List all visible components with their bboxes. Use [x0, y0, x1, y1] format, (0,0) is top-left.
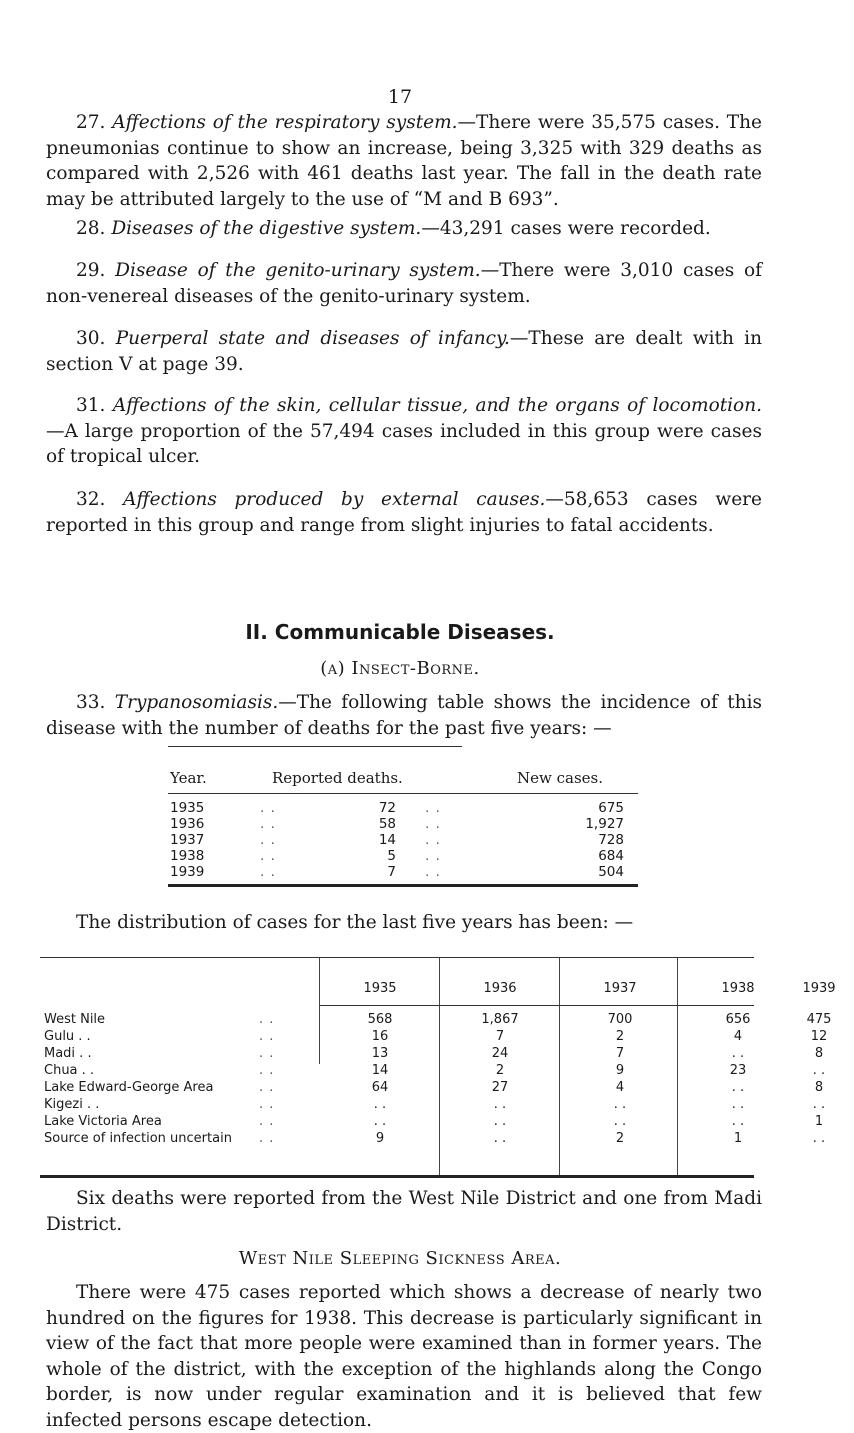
para-29-text: —There were 3,010 cases of non-venereal diseases of the genito-urinary system. [46, 260, 762, 307]
para-30-text: —These are dealt with in section V at page 39. [46, 328, 762, 375]
table2-area: Kigezi . . [44, 1097, 100, 1112]
table1-leader: . . [425, 848, 441, 864]
paragraph-30 [46, 326, 762, 377]
table2-leader: . . [259, 1131, 275, 1146]
table2-area: Source of infection uncertain [44, 1131, 232, 1146]
table1-bottom-rule [168, 884, 638, 887]
table-row [170, 816, 640, 833]
para-32-title: Affections produced by external causes. [123, 489, 546, 510]
table2-cell-1937: 7 [615, 1046, 625, 1061]
section-heading: II. Communicable Diseases. [245, 620, 555, 644]
table2-cell-1938: 23 [729, 1063, 747, 1078]
table2-area: West Nile [44, 1012, 106, 1027]
para-31-text: —A large proportion of the 57,494 cases included in this group were cases of tropical ulcer. [46, 420, 762, 467]
table2-cell-1936: 1,867 [481, 1012, 519, 1027]
table2-cell-1935: . . [373, 1114, 387, 1129]
table2-cell-1938: 4 [733, 1029, 743, 1044]
table-row [44, 1097, 826, 1114]
table2-cell-1936: 27 [491, 1080, 509, 1095]
table2-header-1939: 1939 [802, 981, 836, 996]
table2-cell-1939: 475 [806, 1012, 832, 1027]
table1-header-deaths: Reported deaths. [272, 769, 403, 787]
para-31-title: Affections of the skin, cellular tissue, and the organs of locomotion. [112, 395, 762, 416]
table2-cell-1936: 2 [495, 1063, 505, 1078]
table2-cell-1935: 13 [371, 1046, 389, 1061]
six-deaths-paragraph [46, 1186, 762, 1237]
table1-leader: . . [425, 800, 441, 816]
table2-cell-1936: . . [493, 1097, 507, 1112]
table1-deaths: 5 [387, 848, 396, 864]
table2-cell-1937: 700 [607, 1012, 633, 1027]
table2-cell-1939: 1 [814, 1114, 824, 1129]
table2-cell-1938: 1 [733, 1131, 743, 1146]
table1-leader: . . [260, 832, 276, 848]
table1-year: 1937 [170, 832, 205, 848]
table2-leader: . . [259, 1063, 275, 1078]
table2-cell-1939: 8 [814, 1046, 824, 1061]
table2-cell-1938: . . [731, 1114, 745, 1129]
para-33-text: —The following table shows the incidence of this disease with the number of deaths for the past five years: — [46, 692, 762, 739]
table1-cases: 684 [598, 848, 624, 864]
para-27-number: 27. [76, 112, 106, 133]
table2-body [44, 1012, 832, 1172]
paragraph-28 [46, 216, 762, 242]
table1-header-cases: New cases. [517, 769, 603, 787]
paragraph-32 [46, 487, 762, 538]
table-row [44, 1029, 828, 1046]
para-27-text: —There were 35,575 cases. The pneumonias continue to show an increase, being 3,325 with 329 deaths as compared with 2,526 with 461 deaths last year. The fall in the death rate may be attributed largely to the use of “M and B 693”. [46, 112, 762, 210]
table2-cell-1937: 4 [615, 1080, 625, 1095]
para-33-number: 33. [76, 692, 106, 713]
table1-year: 1935 [170, 800, 205, 816]
para-32-number: 32. [76, 489, 106, 510]
table1-cases: 504 [598, 864, 624, 880]
table1-year: 1939 [170, 864, 205, 880]
table2-cell-1935: 14 [371, 1063, 389, 1078]
table-row [170, 864, 640, 881]
table2-area: Madi . . [44, 1046, 92, 1061]
para-28-title: Diseases of the digestive system. [111, 218, 422, 239]
table-row [44, 1080, 824, 1097]
para-29-title: Disease of the genito-urinary system. [115, 260, 481, 281]
table2-cell-1937: 2 [615, 1131, 625, 1146]
para-33-title: Trypanosomiasis. [114, 692, 279, 713]
table2-header-1935: 1935 [363, 981, 397, 996]
table1-cases: 1,927 [585, 816, 624, 832]
table1-deaths: 72 [378, 800, 396, 816]
table2-area: Lake Edward-George Area [44, 1080, 214, 1095]
table2-leader: . . [259, 1046, 275, 1061]
table2-cell-1939: . . [812, 1063, 826, 1078]
para-27-title: Affections of the respiratory system. [112, 112, 458, 133]
para-28-text: —43,291 cases were recorded. [421, 218, 711, 239]
table1-deaths: 14 [378, 832, 396, 848]
table2-cell-1938: . . [731, 1046, 745, 1061]
table1-deaths: 7 [387, 864, 396, 880]
table1-leader: . . [260, 816, 276, 832]
table1-cases: 728 [598, 832, 624, 848]
west-nile-heading: West Nile Sleeping Sickness Area. [238, 1248, 562, 1269]
table1-leader: . . [260, 864, 276, 880]
table-row [44, 1063, 826, 1080]
table-row [170, 832, 640, 849]
table-row [44, 1046, 824, 1063]
table1-leader: . . [425, 816, 441, 832]
paragraph-33 [46, 690, 762, 741]
table1-leader: . . [425, 832, 441, 848]
table2-cell-1936: 7 [495, 1029, 505, 1044]
table2-cell-1935: . . [373, 1097, 387, 1112]
table2-cell-1937: . . [613, 1114, 627, 1129]
table1-deaths: 58 [378, 816, 396, 832]
table2-header-1938: 1938 [721, 981, 755, 996]
table2-area: Gulu . . [44, 1029, 91, 1044]
paragraph-31 [46, 393, 762, 470]
table2-leader: . . [259, 1097, 275, 1112]
table2-cell-1935: 568 [367, 1012, 393, 1027]
table2-header-rule [320, 1005, 754, 1006]
table1-top-rule [168, 746, 462, 747]
table2-area: Chua . . [44, 1063, 95, 1078]
table2-leader: . . [259, 1029, 275, 1044]
distribution-intro [46, 910, 762, 936]
table2-area: Lake Victoria Area [44, 1114, 162, 1129]
table2-cell-1935: 64 [371, 1080, 389, 1095]
table1-leader: . . [260, 848, 276, 864]
table2-cell-1938: . . [731, 1080, 745, 1095]
table2-cell-1939: . . [812, 1131, 826, 1146]
table1-year: 1936 [170, 816, 205, 832]
table-row [44, 1131, 826, 1148]
table2-header-1936: 1936 [483, 981, 517, 996]
para-32-text: —58,653 cases were reported in this group and range from slight injuries to fatal accidents. [46, 489, 762, 536]
table2-leader: . . [259, 1012, 275, 1027]
para-30-title: Puerperal state and diseases of infancy. [115, 328, 510, 349]
table1-header-rule [168, 793, 638, 794]
table2-cell-1936: 24 [491, 1046, 509, 1061]
table2-bottom-rule [40, 1175, 754, 1178]
six-deaths-text: Six deaths were reported from the West Nile District and one from Madi District. [46, 1188, 762, 1235]
table-row [44, 1012, 832, 1029]
table2-cell-1935: 9 [375, 1131, 385, 1146]
para-28-number: 28. [76, 218, 106, 239]
table2-header-1937: 1937 [603, 981, 637, 996]
subsection-heading: (a) Insect-Borne. [320, 658, 480, 679]
table-row [170, 800, 640, 817]
table2-leader: . . [259, 1080, 275, 1095]
table2-cell-1937: 2 [615, 1029, 625, 1044]
para-29-number: 29. [76, 260, 106, 281]
west-nile-text: There were 475 cases reported which shows a decrease of nearly two hundred on the figures for 1938. This decrease is particularly significant in view of the fact that more people were examined than in former years. The whole of the district, with the exception of the highlands along the Congo border, is now under regular examination and it is believed that few infected persons escape detection. [46, 1282, 762, 1431]
table2-cell-1939: 8 [814, 1080, 824, 1095]
distribution-intro-text: The distribution of cases for the last five years has been: — [76, 912, 634, 933]
table2-cell-1936: . . [493, 1114, 507, 1129]
para-31-number: 31. [76, 395, 106, 416]
table1-cases: 675 [598, 800, 624, 816]
table2-cell-1936: . . [493, 1131, 507, 1146]
table2-cell-1938: . . [731, 1097, 745, 1112]
paragraph-27 [46, 110, 762, 212]
table1-leader: . . [425, 864, 441, 880]
table2-leader: . . [259, 1114, 275, 1129]
table1-body [170, 800, 640, 880]
table2-cell-1939: . . [812, 1097, 826, 1112]
table1-header-year: Year. [170, 769, 207, 787]
table2-cell-1937: . . [613, 1097, 627, 1112]
table2-cell-1939: 12 [810, 1029, 828, 1044]
west-nile-paragraph [46, 1280, 762, 1433]
page-number: 17 [387, 86, 413, 108]
paragraph-29 [46, 258, 762, 309]
table-row [170, 848, 640, 865]
table1-leader: . . [260, 800, 276, 816]
table2-cell-1937: 9 [615, 1063, 625, 1078]
table2-cell-1938: 656 [725, 1012, 751, 1027]
table-row [44, 1114, 824, 1131]
table2-cell-1935: 16 [371, 1029, 389, 1044]
table1-year: 1938 [170, 848, 205, 864]
para-30-number: 30. [76, 328, 106, 349]
